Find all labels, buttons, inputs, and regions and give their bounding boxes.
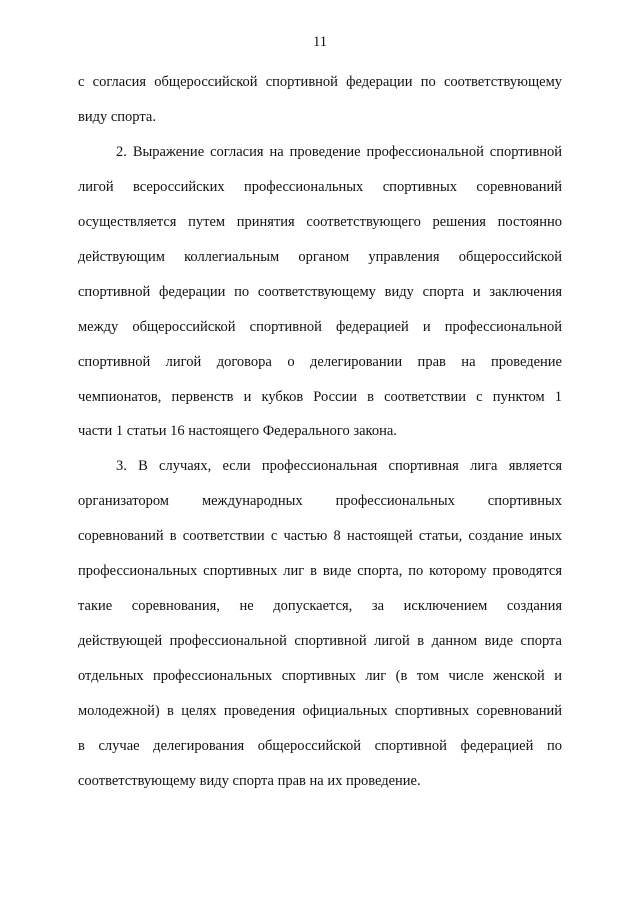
paragraph-2-line-3: осуществляется путем принятия соответствующего решения постоянно xyxy=(78,214,562,230)
paragraph-2-line-1: 2. Выражение согласия на проведение профессиональной спортивной xyxy=(116,144,562,160)
paragraph-2-line-5: спортивной федерации по соответствующему виду спорта и заключения xyxy=(78,284,562,300)
paragraph-1-line-2: виду спорта. xyxy=(78,109,156,125)
paragraph-3-line-4: профессиональных спортивных лиг в виде спорта, по которому проводятся xyxy=(78,563,562,579)
paragraph-3-line-10: соответствующему виду спорта прав на их проведение. xyxy=(78,773,421,789)
paragraph-2-line-9: части 1 статьи 16 настоящего Федерального закона. xyxy=(78,423,397,439)
paragraph-2-line-4: действующим коллегиальным органом управления общероссийской xyxy=(78,249,562,265)
paragraph-2-line-6: между общероссийской спортивной федерацией и профессиональной xyxy=(78,319,562,335)
paragraph-3-line-5: такие соревнования, не допускается, за исключением создания xyxy=(78,598,562,614)
paragraph-3-line-6: действующей профессиональной спортивной лигой в данном виде спорта xyxy=(78,633,562,649)
page-number: 11 xyxy=(313,34,327,50)
paragraph-3-line-9: в случае делегирования общероссийской спортивной федерацией по xyxy=(78,738,562,754)
paragraph-3-line-8: молодежной) в целях проведения официальных спортивных соревнований xyxy=(78,703,562,719)
paragraph-1-line-1: с согласия общероссийской спортивной федерации по соответствующему xyxy=(78,74,562,90)
paragraph-3-line-2: организатором международных профессиональных спортивных xyxy=(78,493,562,509)
paragraph-3-line-7: отдельных профессиональных спортивных лиг (в том числе женской и xyxy=(78,668,562,684)
paragraph-2-line-8: чемпионатов, первенств и кубков России в соответствии с пунктом 1 xyxy=(78,389,562,405)
paragraph-3-line-1: 3. В случаях, если профессиональная спортивная лига является xyxy=(116,458,562,474)
paragraph-3-line-3: соревнований в соответствии с частью 8 настоящей статьи, создание иных xyxy=(78,528,562,544)
paragraph-2-line-2: лигой всероссийских профессиональных спортивных соревнований xyxy=(78,179,562,195)
paragraph-2-line-7: спортивной лигой договора о делегировании прав на проведение xyxy=(78,354,562,370)
